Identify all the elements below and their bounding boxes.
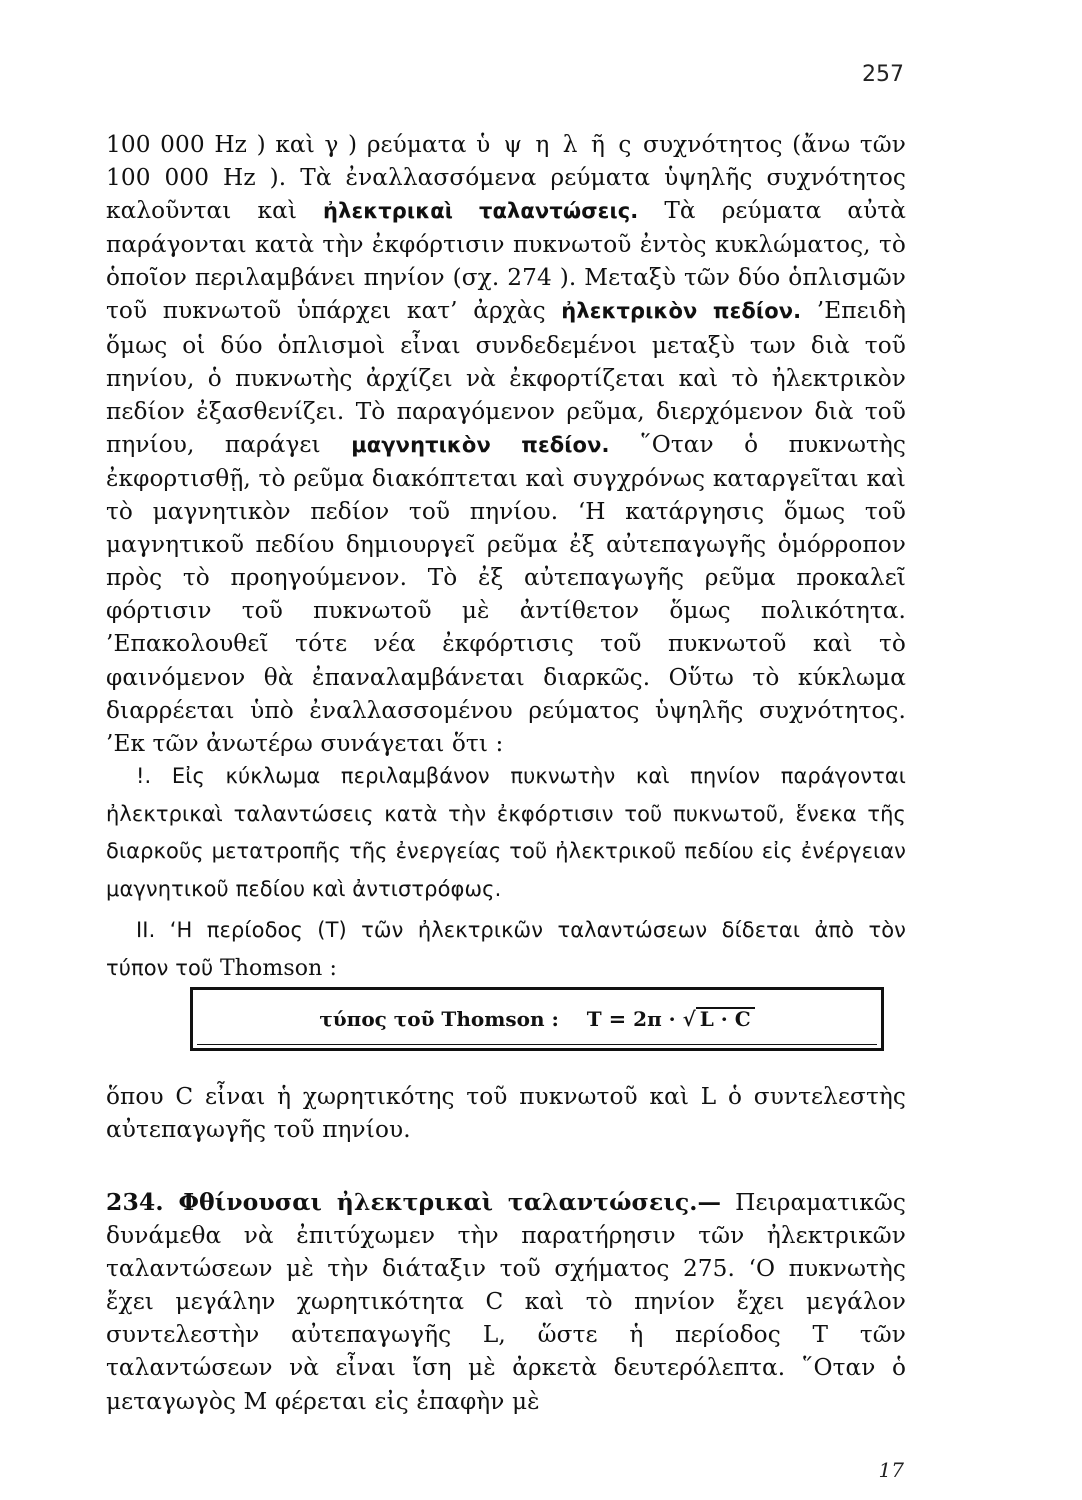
section-234-paragraph bbox=[106, 1186, 906, 1418]
square-root-icon: √ bbox=[682, 1007, 696, 1031]
text-run: ῞Οταν ὁ πυκνωτὴς ἐκφορτισθῇ, τὸ ρεῦμα διακόπτεται καὶ συγχρόνως καταργεῖται καὶ τὸ μαγνητικὸν πεδίον τοῦ πηνίου. ‘Η κατάργησις ὅμως τοῦ μαγνητικοῦ πεδίου δημιουργεῖ ρεῦμα ἐξ αὐτεπαγωγῆς ὁμόρροπον πρὸς τὸ προηγούμενον. Τὸ ἐξ αὐτεπαγωγῆς ρεῦμα προκαλεῖ φόρτισιν τοῦ πυκνωτοῦ μὲ ἀντίθετον ὅμως πολικότητα. ’Επακολουθεῖ τότε νέα ἐκφόρτισις τοῦ πυκνωτοῦ καὶ τὸ φαινόμενον θὰ ἐπαναλαμβάνεται διαρκῶς. Οὕτω τὸ κύκλωμα διαρρέεται ὑπὸ ἐναλλασσομένου ρεύματος ὑψηλῆς συχνότητος. ’Εκ τῶν ἀνωτέρω συνάγεται ὅτι : bbox=[106, 430, 906, 757]
page-number: 257 bbox=[862, 62, 904, 87]
term-electric-oscillations: ἠλεκτρικαὶ ταλαντώσεις. bbox=[323, 199, 639, 224]
thomson-name: Thomson : bbox=[220, 955, 337, 981]
conclusions-block bbox=[106, 758, 906, 987]
spaced-emphasis: ὑ ψ η λ ῆ ς bbox=[476, 131, 634, 158]
text-run: Τὰ ρεύματα αὐτὰ παράγονται κατὰ τὴν ἐκφόρτισιν πυκνωτοῦ ἐντὸς κυκλώματος, τὸ ὁποῖον περιλαμβάνει πηνίον (σχ. 274 ). Μεταξὺ τῶν δύο ὁπλισμῶν τοῦ πυκνωτοῦ ὑπάρχει κατ’ ἀρχὰς bbox=[106, 197, 907, 325]
formula-coefficient: 2π · bbox=[633, 1007, 676, 1031]
text-run: ΙΙ. ‘Η περίοδος (Τ) τῶν ἠλεκτρικῶν ταλαντώσεων δίδεται ἀπὸ τὸν τύπον τοῦ bbox=[106, 918, 906, 980]
definition-block bbox=[106, 1080, 906, 1146]
formula-lhs: T bbox=[586, 1007, 602, 1031]
conclusion-one: !. Εἰς κύκλωμα περιλαμβάνον πυκνωτὴν καὶ πηνίον παράγονται ἠλεκτρικαὶ ταλαντώσεις κατὰ τὴν ἐκφόρτισιν τοῦ πυκνωτοῦ, ἕνεκα τῆς διαρκοῦς μετατροπῆς τῆς ἐνεργείας τοῦ ἠλεκτρικοῦ πεδίου εἰς ἐνέργειαν μαγνητικοῦ πεδίου καὶ ἀντιστρόφως. bbox=[106, 764, 906, 901]
term-magnetic-field: μαγνητικὸν πεδίον. bbox=[351, 432, 610, 457]
text-run: 100 000 Hz ) καὶ γ ) ρεύματα bbox=[106, 131, 477, 158]
formula-equals: = bbox=[608, 1006, 627, 1031]
main-paragraph-block bbox=[106, 128, 906, 760]
conclusion-two bbox=[106, 912, 906, 987]
section-body: Πειραματικῶς δυνάμεθα νὰ ἐπιτύχωμεν τὴν παρατήρησιν τῶν ἠλεκτρικῶν ταλαντώσεων μὲ τὴν διάταξιν τοῦ σχήματος 275. ‘Ο πυκνωτὴς ἔχει μεγάλην χωρητικότητα C καὶ τὸ πηνίον ἔχει μεγάλον συντελεστὴν αὐτεπαγωγῆς L, ὥστε ἡ περίοδος T τῶν ταλαντώσεων νὰ εἶναι ἴση μὲ ἀρκετὰ δευτερόλεπτα. ῞Οταν ὁ μεταγωγὸς Μ φέρεται εἰς ἐπαφὴν μὲ bbox=[106, 1189, 906, 1415]
paragraph-definitions: ὅπου C εἶναι ἡ χωρητικότης τοῦ πυκνωτοῦ καὶ L ὁ συντελεστὴς αὐτεπαγωγῆς τοῦ πηνίου. bbox=[106, 1083, 906, 1144]
paragraph-high-frequency-currents bbox=[106, 128, 906, 760]
thomson-formula-box bbox=[190, 987, 884, 1051]
thomson-formula bbox=[193, 1006, 881, 1031]
formula-radicand: L · C bbox=[696, 1007, 755, 1029]
signature-mark: 17 bbox=[878, 1458, 904, 1482]
formula-label: τύπος τοῦ Thomson : bbox=[319, 1007, 559, 1031]
text-run: συχνότητος (ἄνω τῶν 100 000 Hz ). Τὰ ἐναλλασσόμενα ρεύματα ὑψηλῆς συχνότητος καλοῦνται καὶ bbox=[106, 131, 907, 225]
term-electric-field: ἠλεκτρικὸν πεδίον. bbox=[561, 299, 802, 324]
section-heading: 234. Φθίνουσαι ἠλεκτρικαὶ ταλαντώσεις.— bbox=[106, 1188, 722, 1216]
section-234-block bbox=[106, 1186, 906, 1418]
text-run: ’Επειδὴ ὅμως οἱ δύο ὁπλισμοὶ εἶναι συνδεδεμένοι μεταξὺ των διὰ τοῦ πηνίου, ὁ πυκνωτὴς ἀρχίζει νὰ ἐκφορτίζεται καὶ τὸ ἠλεκτρικὸν πεδίον ἐξασθενίζει. Τὸ παραγόμενον ρεῦμα, διερχόμενον διὰ τοῦ πηνίου, παράγει bbox=[106, 297, 906, 458]
